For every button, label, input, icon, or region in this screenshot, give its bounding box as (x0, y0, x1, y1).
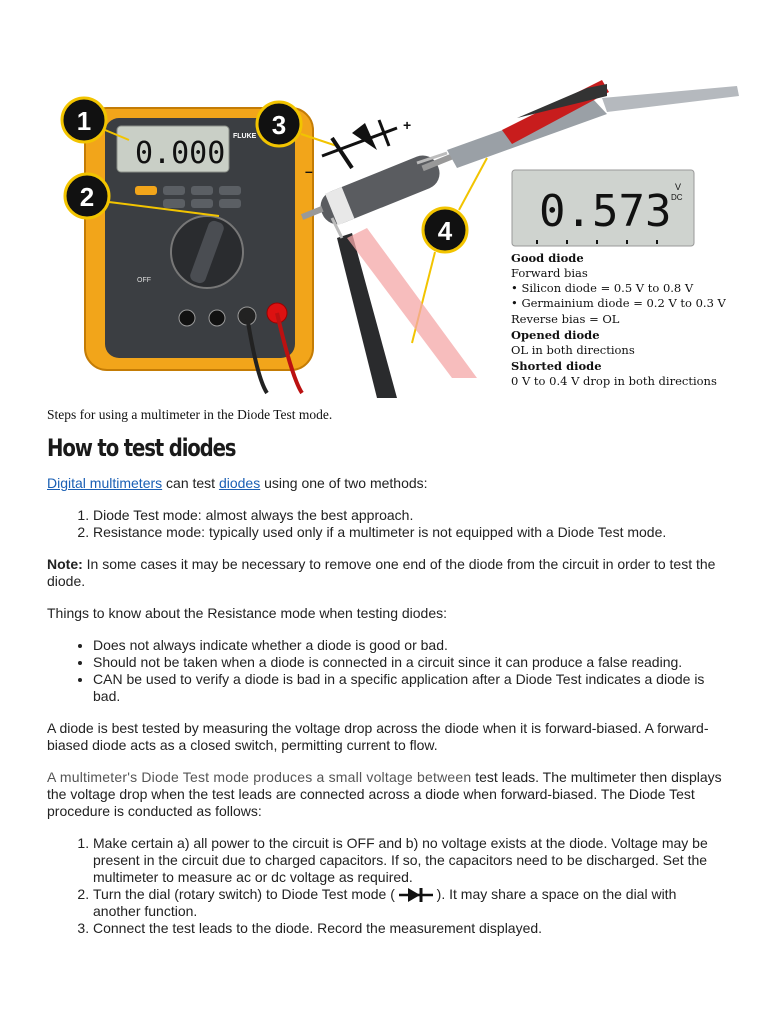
legend-line: • Silicon diode = 0.5 V to 0.8 V (511, 281, 694, 295)
link-digital-multimeters[interactable]: Digital multimeters (47, 475, 163, 491)
list-item: • Should not be taken when a diode is connected in a circuit since it can produce a false reading. (93, 654, 727, 671)
legend-line: Reverse bias = OL (511, 312, 620, 326)
list-item: 2. Turn the dial (rotary switch) to Diode Test mode ( ). It may share a space on the dial with another function. (93, 886, 727, 920)
page-title: How to test diodes (47, 434, 236, 462)
list-item: 1. Make certain a) all power to the circuit is OFF and b) no voltage exists at the diode. Voltage may be present in the circuit due to charged capacitors. If so, the capacitors need to be discharged. Set the multimeter to measure ac or dc voltage as required. (93, 835, 727, 886)
link-diodes[interactable]: diodes (218, 475, 261, 491)
svg-text:2: 2 (79, 182, 95, 212)
multimeter-illustration (85, 108, 313, 393)
legend-line: OL in both directions (511, 343, 635, 357)
brand-label: FLUKE (233, 133, 257, 140)
procedure-steps (47, 835, 727, 937)
plus-label: + (403, 117, 412, 133)
meter-reading: 0.000 (135, 136, 226, 171)
minus-label: – (305, 163, 313, 179)
list-item: 3. Connect the test leads to the diode. Record the measurement displayed. (93, 920, 727, 937)
closeup-unit-v: V (675, 182, 682, 192)
svg-text:1: 1 (76, 106, 92, 136)
closeup-reading: 0.573 (539, 186, 672, 237)
note-label: Note: (47, 556, 83, 572)
diode-test-symbol-icon (399, 887, 433, 903)
closeup-display (512, 170, 694, 246)
red-probe (417, 80, 739, 168)
voltage-drop-paragraph: A diode is best tested by measuring the voltage drop across the diode when it is forward-biased. A forward-biased diode acts as a closed switch, permitting current to flow. (47, 720, 709, 753)
legend-line: Opened diode (511, 328, 600, 342)
closeup-unit-dc: DC (671, 193, 683, 202)
things-list (47, 637, 727, 705)
figure-caption: Steps for using a multimeter in the Diode Test mode. (47, 407, 333, 422)
diode-test-figure (47, 78, 747, 408)
legend-line: 0 V to 0.4 V drop in both directions (511, 374, 717, 388)
legend-line: Forward bias (511, 266, 588, 280)
list-item: • Does not always indicate whether a diode is good or bad. (93, 637, 727, 654)
legend-line: Good diode (511, 251, 584, 265)
intro-paragraph: Digital multimeters can test diodes using one of two methods: (47, 475, 428, 491)
svg-text:4: 4 (437, 216, 453, 246)
svg-text:3: 3 (271, 110, 287, 140)
methods-list (47, 507, 727, 541)
things-intro: Things to know about the Resistance mode when testing diodes: (47, 605, 448, 621)
dial-off-label: OFF (137, 277, 151, 284)
diode-legend (511, 251, 727, 388)
diode-test-paragraph: A multimeter's Diode Test mode produces a small voltage between test leads. The multimeter then displays the voltage drop when the test leads are connected across a diode when forward-biased. The Diode Test procedure is conducted as follows: (47, 769, 722, 819)
article-body (47, 475, 727, 952)
list-item: • CAN be used to verify a diode is bad in a specific application after a Diode Test indicates a diode is bad. (93, 671, 727, 705)
legend-line: Shorted diode (511, 359, 602, 373)
note-paragraph: Note: In some cases it may be necessary to remove one end of the diode from the circuit in order to test the diode. (47, 556, 716, 589)
legend-line: • Germainium diode = 0.2 V to 0.3 V (511, 296, 726, 310)
list-item: 1. Diode Test mode: almost always the best approach. (93, 507, 727, 524)
list-item: 2. Resistance mode: typically used only if a multimeter is not equipped with a Diode Test mode. (93, 524, 727, 541)
